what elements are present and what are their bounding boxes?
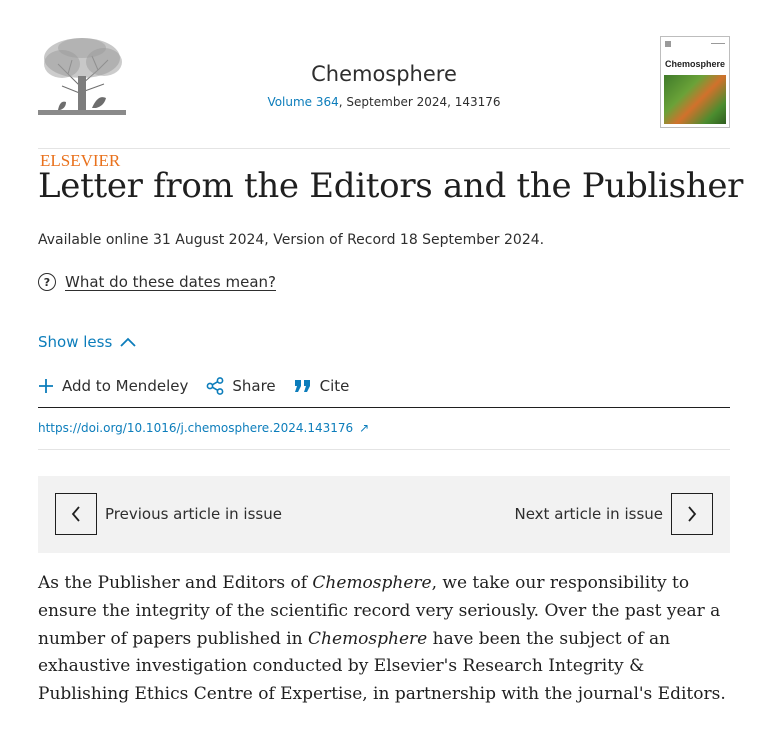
article-title: Letter from the Editors and the Publisher bbox=[38, 166, 744, 206]
show-less-label: Show less bbox=[38, 333, 113, 351]
article-navigation bbox=[38, 476, 730, 553]
doi-link[interactable] bbox=[38, 421, 369, 435]
dates-help[interactable] bbox=[38, 273, 276, 291]
plus-icon bbox=[38, 378, 54, 394]
chevron-right-icon bbox=[686, 505, 698, 523]
cite-button[interactable] bbox=[294, 377, 350, 401]
availability-dates: Available online 31 August 2024, Version of Record 18 September 2024. bbox=[38, 232, 545, 248]
share-icon bbox=[206, 377, 224, 395]
next-article-button[interactable] bbox=[671, 493, 713, 535]
cover-title: Chemosphere bbox=[664, 59, 726, 69]
journal-name-italic: Chemosphere bbox=[308, 628, 428, 649]
cover-divider bbox=[711, 43, 725, 44]
cite-label: Cite bbox=[319, 376, 350, 395]
body-text-segment: , we take our responsibility to ensure the integrity of the scientific record very seriously. Over the past year a number of papers published in bbox=[38, 573, 721, 649]
doi-text: https://doi.org/10.1016/j.chemosphere.2024.143176 bbox=[38, 421, 354, 435]
journal-title[interactable]: Chemosphere bbox=[311, 62, 457, 86]
volume-details: , September 2024, 143176 bbox=[338, 95, 501, 109]
publisher-name: ELSEVIER bbox=[40, 151, 121, 170]
external-link-icon: ↗ bbox=[359, 421, 370, 435]
question-circle-icon: ? bbox=[38, 273, 56, 291]
share-label: Share bbox=[232, 376, 276, 395]
body-text-segment: As the Publisher and Editors of bbox=[38, 573, 313, 593]
journal-volume bbox=[38, 95, 730, 109]
previous-article-label[interactable]: Previous article in issue bbox=[105, 505, 282, 523]
article-page bbox=[38, 0, 744, 705]
journal-cover[interactable] bbox=[660, 36, 730, 128]
journal-info bbox=[38, 62, 730, 109]
cover-image bbox=[664, 75, 726, 124]
body-text-segment: have been the subject of an exhaustive investigation conducted by Elsevier's Research Integrity & Publishing Ethics Centre of Expertise, in partnership with the journal's Editors. bbox=[38, 628, 726, 705]
chevron-left-icon bbox=[70, 505, 82, 523]
journal-header bbox=[38, 0, 730, 170]
share-button[interactable] bbox=[206, 377, 275, 401]
article-body-paragraph bbox=[38, 570, 730, 709]
journal-name-italic: Chemosphere bbox=[312, 573, 432, 593]
mendeley-label: Add to Mendeley bbox=[62, 376, 189, 395]
divider bbox=[38, 449, 730, 450]
previous-article-button[interactable] bbox=[55, 493, 97, 535]
add-to-mendeley-button[interactable] bbox=[38, 377, 188, 401]
chevron-up-icon bbox=[120, 337, 136, 347]
volume-link[interactable]: Volume 364 bbox=[267, 95, 339, 109]
quote-icon bbox=[294, 379, 312, 393]
cover-publisher-mark bbox=[665, 41, 671, 47]
article-actions-bar bbox=[38, 370, 730, 408]
dates-help-link[interactable]: What do these dates mean? bbox=[65, 273, 276, 291]
next-article-label[interactable]: Next article in issue bbox=[514, 505, 663, 523]
show-less-toggle[interactable] bbox=[38, 333, 136, 351]
